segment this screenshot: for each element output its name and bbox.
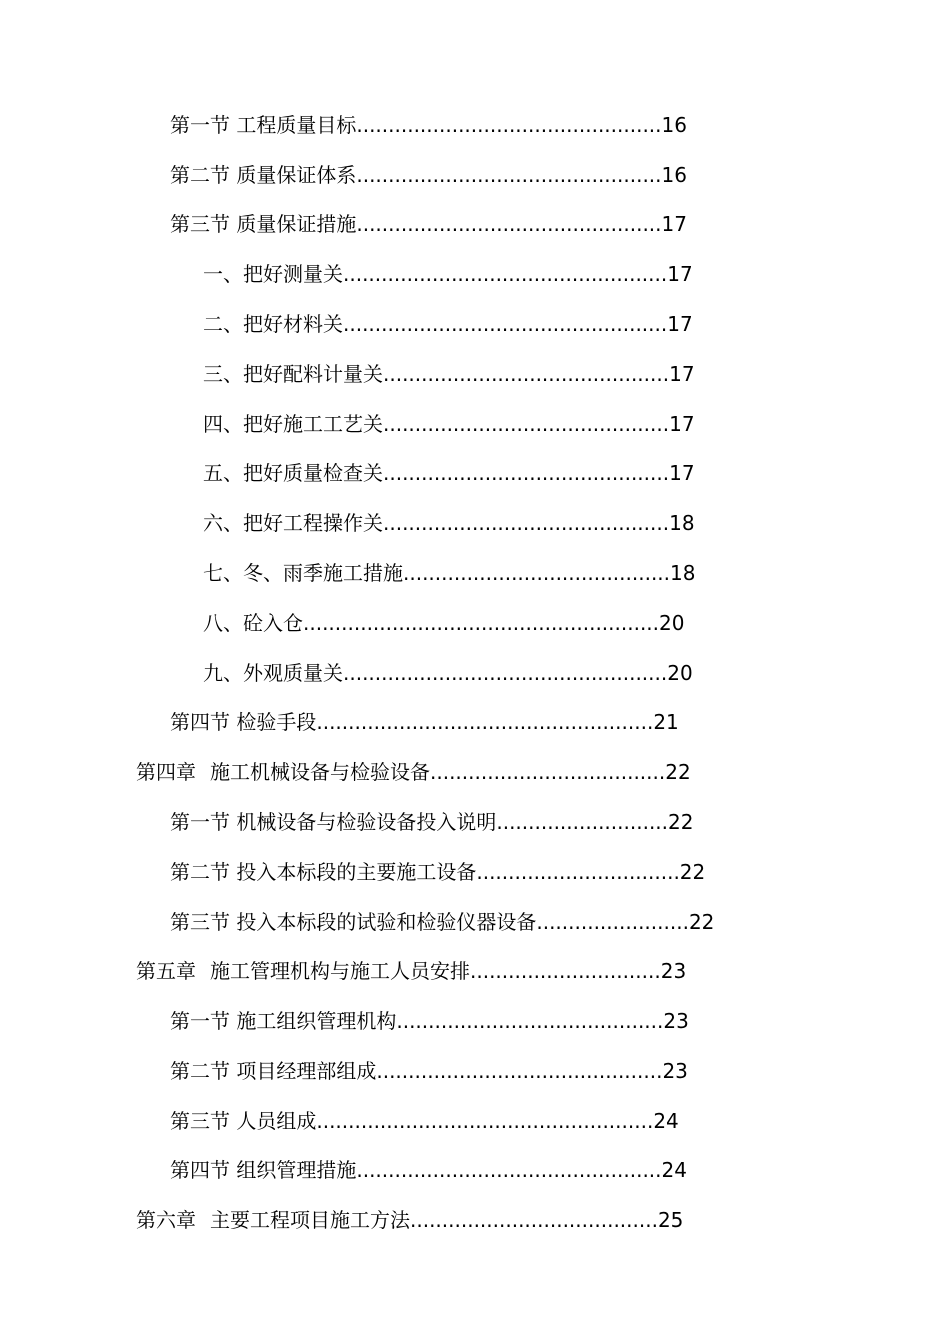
toc-entry (203, 409, 695, 439)
toc-entry-title: 第一节 施工组织管理机构 (170, 1009, 397, 1033)
toc-leader-dots: ............................................. (383, 362, 670, 386)
toc-entry (170, 707, 679, 737)
toc-leader-dots: .......................................... (396, 1009, 664, 1033)
toc-entry-title: 第三节 人员组成 (170, 1109, 317, 1133)
toc-leader-dots: ................................................... (343, 661, 668, 685)
toc-entry (203, 608, 684, 638)
toc-page-number: 22 (668, 810, 694, 834)
toc-page-number: 22 (665, 760, 691, 784)
toc-leader-dots: .......................................... (403, 561, 671, 585)
toc-entry-title: 七、冬、雨季施工措施 (203, 561, 403, 585)
toc-page-number: 17 (661, 212, 687, 236)
toc-entry-title: 五、把好质量检查关 (203, 461, 383, 485)
toc-leader-dots: ....................................... (410, 1208, 658, 1232)
toc-leader-dots: ........................... (496, 810, 669, 834)
toc-entry (203, 508, 695, 538)
toc-entry-title: 二、把好材料关 (203, 312, 343, 336)
toc-entry (170, 907, 714, 937)
toc-entry-title: 第四节 组织管理措施 (170, 1158, 357, 1182)
toc-page-number: 24 (661, 1158, 687, 1182)
toc-page-number: 17 (669, 412, 695, 436)
toc-leader-dots: ................................................ (356, 163, 662, 187)
toc-entry (170, 1155, 687, 1185)
toc-entry-title: 四、把好施工工艺关 (203, 412, 383, 436)
toc-entry (203, 359, 695, 389)
toc-entry-title: 六、把好工程操作关 (203, 511, 383, 535)
toc-leader-dots: .............................. (470, 959, 661, 983)
toc-chapter-title: 主要工程项目施工方法 (210, 1208, 410, 1232)
toc-page-number: 25 (657, 1208, 684, 1232)
toc-entry-title: 第二节 项目经理部组成 (170, 1059, 377, 1083)
toc-entry-title: 九、外观质量关 (203, 661, 343, 685)
toc-page-number: 24 (653, 1109, 679, 1133)
toc-page-number: 18 (670, 561, 696, 585)
toc-entry-title: 第一节 机械设备与检验设备投入说明 (170, 810, 497, 834)
toc-page-number: 16 (661, 113, 687, 137)
toc-entry-title: 第四节 检验手段 (170, 710, 317, 734)
toc-chapter-entry (136, 1205, 683, 1235)
toc-entry-title: 八、砼入仓 (203, 611, 303, 635)
toc-leader-dots: ................................................... (343, 312, 668, 336)
toc-leader-dots: ........................ (536, 910, 689, 934)
toc-entry (170, 1006, 689, 1036)
toc-page-number: 23 (663, 1009, 689, 1033)
toc-page-number: 17 (669, 362, 695, 386)
toc-leader-dots: ................................................... (343, 262, 668, 286)
toc-chapter-entry (136, 956, 686, 986)
toc-entry (203, 558, 695, 588)
toc-page-number: 21 (653, 710, 679, 734)
toc-page-number: 17 (667, 262, 693, 286)
toc-entry-title: 第一节 工程质量目标 (170, 113, 357, 137)
toc-entry-title: 一、把好测量关 (203, 262, 343, 286)
toc-entry-title: 第三节 质量保证措施 (170, 212, 357, 236)
toc-leader-dots: ..................................................... (316, 1109, 654, 1133)
toc-page-number: 20 (667, 661, 693, 685)
toc-chapter-title: 施工机械设备与检验设备 (210, 760, 430, 784)
toc-page-number: 18 (669, 511, 695, 535)
toc-entry-title: 第三节 投入本标段的试验和检验仪器设备 (170, 910, 537, 934)
toc-leader-dots: ..................................................... (316, 710, 654, 734)
toc-entry (170, 857, 705, 887)
toc-entry (170, 209, 687, 239)
toc-page-number: 16 (661, 163, 687, 187)
toc-leader-dots: ..................................... (430, 760, 666, 784)
toc-entry-title: 第二节 投入本标段的主要施工设备 (170, 860, 477, 884)
toc-leader-dots: ........................................................ (303, 611, 660, 635)
toc-page-number: 23 (660, 959, 687, 983)
toc-entry (170, 807, 693, 837)
toc-entry (170, 160, 687, 190)
toc-chapter-number: 第六章 (136, 1208, 196, 1232)
toc-entry-title: 第二节 质量保证体系 (170, 163, 357, 187)
toc-chapter-number: 第五章 (136, 959, 196, 983)
toc-entry-title: 三、把好配料计量关 (203, 362, 383, 386)
toc-entry (203, 259, 693, 289)
toc-leader-dots: ................................................ (356, 1158, 662, 1182)
toc-leader-dots: ............................................. (383, 412, 670, 436)
toc-leader-dots: ............................................. (383, 461, 670, 485)
toc-page-number: 22 (688, 910, 715, 934)
toc-entry (203, 658, 693, 688)
toc-page-number: 23 (662, 1059, 688, 1083)
toc-entry (170, 1106, 679, 1136)
toc-page-number: 20 (659, 611, 685, 635)
toc-page-number: 17 (669, 461, 695, 485)
toc-entry (203, 458, 695, 488)
toc-page-number: 17 (667, 312, 693, 336)
toc-page-number: 22 (679, 860, 706, 884)
toc-leader-dots: ................................................ (356, 212, 662, 236)
toc-chapter-number: 第四章 (136, 760, 196, 784)
toc-leader-dots: ............................................. (383, 511, 670, 535)
toc-entry (170, 1056, 688, 1086)
toc-leader-dots: ................................ (476, 860, 680, 884)
toc-chapter-title: 施工管理机构与施工人员安排 (210, 959, 470, 983)
toc-leader-dots: ............................................. (376, 1059, 663, 1083)
toc-entry (170, 110, 687, 140)
toc-chapter-entry (136, 757, 691, 787)
toc-leader-dots: ................................................ (356, 113, 662, 137)
toc-entry (203, 309, 693, 339)
